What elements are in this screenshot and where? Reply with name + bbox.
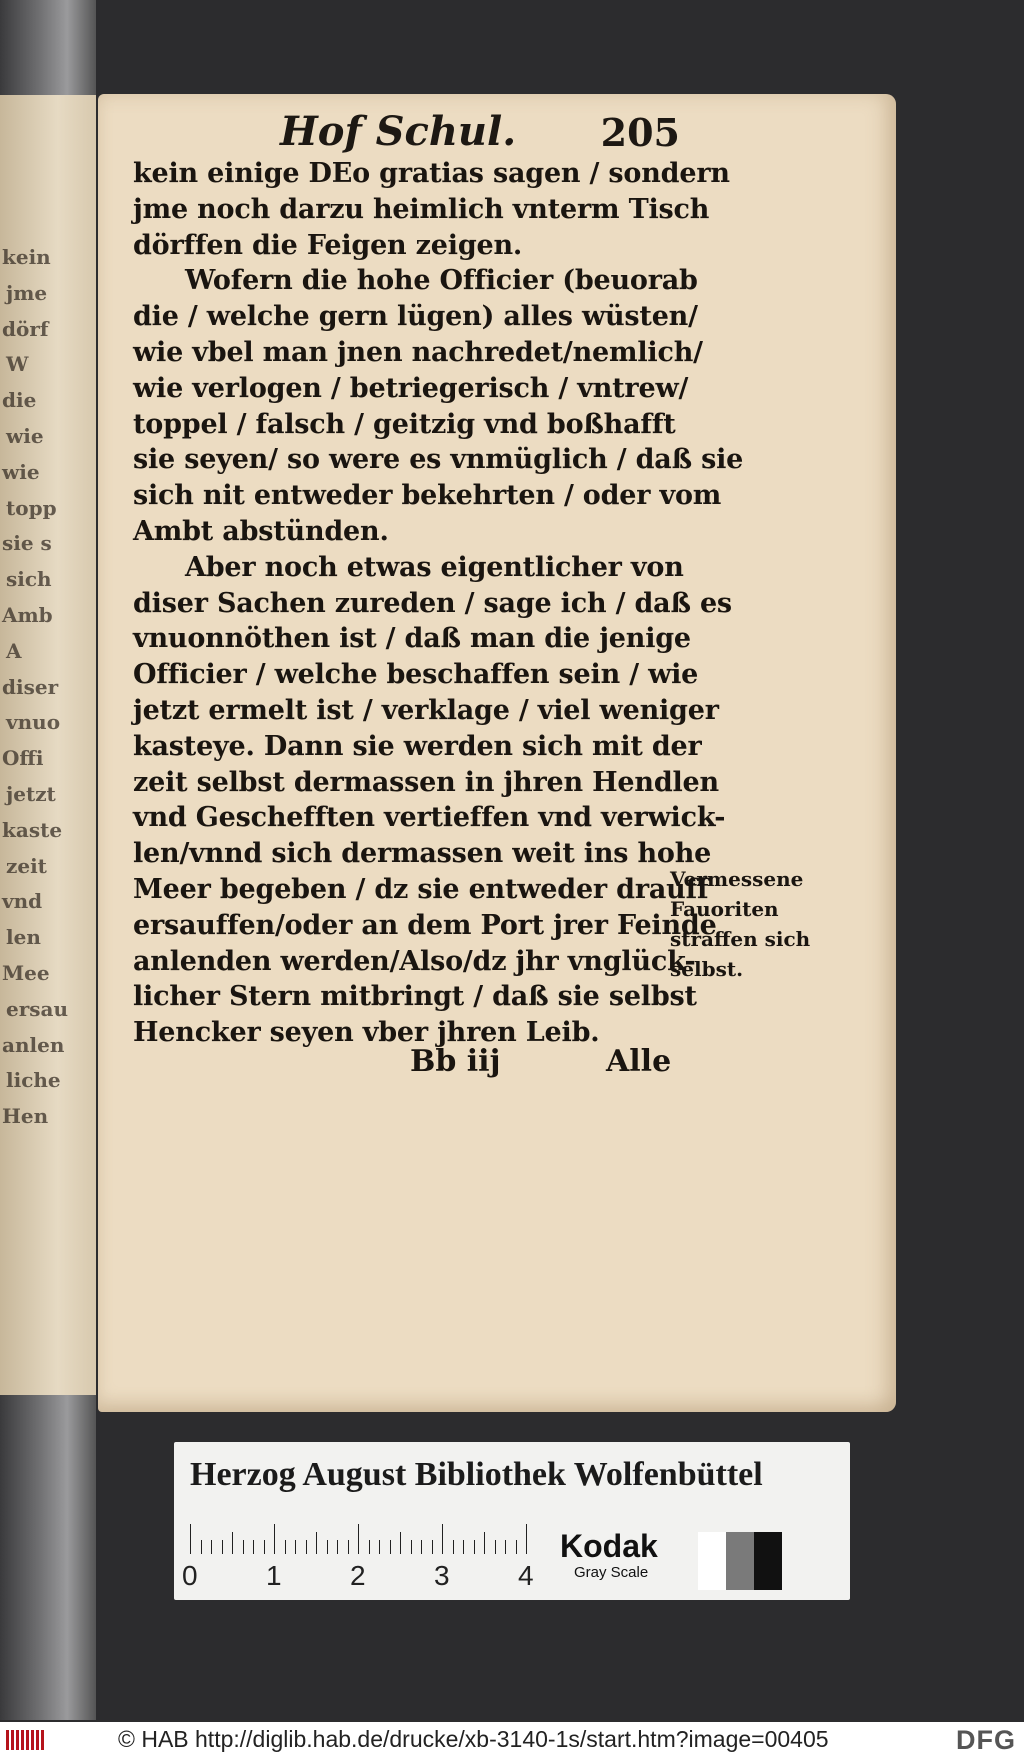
text-line: ersauffen/oder an dem Port jrer Feinde	[133, 909, 717, 941]
page-number: 205	[600, 110, 680, 155]
text-line: Ambt abstünden.	[133, 515, 389, 547]
ruler-tick	[526, 1524, 527, 1554]
text-line: wie verlogen / betriegerisch / vntrew/	[133, 372, 689, 404]
ruler-tick	[327, 1540, 328, 1554]
page-header	[150, 108, 680, 154]
text-line: vnd Geschefften vertieffen vnd verwick-	[133, 802, 726, 834]
ruler-tick	[390, 1540, 391, 1554]
facing-page-fragment: wie	[6, 424, 44, 448]
ruler-tick	[211, 1540, 212, 1554]
facing-page	[0, 95, 96, 1395]
ruler	[190, 1524, 540, 1554]
signature-line	[0, 1044, 672, 1084]
ruler-tick	[295, 1540, 296, 1554]
facing-page-fragment: topp	[6, 495, 57, 520]
facing-page-fragment: liche	[6, 1068, 61, 1093]
gray-swatch	[726, 1532, 754, 1590]
ruler-tick	[516, 1540, 517, 1554]
facing-page-fragment: die	[2, 388, 37, 413]
ruler-tick	[432, 1540, 433, 1554]
text-line: jme noch darzu heimlich vnterm Tisch	[133, 193, 710, 225]
running-title: Hof Schul.	[280, 108, 517, 155]
ruler-tick	[348, 1540, 349, 1554]
ruler-tick	[264, 1540, 265, 1554]
ruler-tick	[222, 1540, 223, 1554]
text-line: anlenden werden/Also/dz jhr vnglück-	[133, 945, 696, 977]
text-line: jetzt ermelt ist / verklage / viel weniger	[133, 694, 719, 726]
ruler-tick	[484, 1532, 485, 1554]
facing-page-fragment: Hen	[2, 1104, 49, 1129]
ruler-tick	[369, 1540, 370, 1554]
text-line: licher Stern mitbringt / daß sie selbst	[133, 981, 697, 1013]
color-target-card	[174, 1442, 850, 1600]
ruler-tick	[421, 1540, 422, 1554]
margin-note-line: straffen sich	[670, 927, 811, 951]
text-line: Officier / welche beschaffen sein / wie	[133, 659, 699, 691]
ruler-tick	[358, 1524, 359, 1554]
ruler-number: 2	[350, 1560, 366, 1591]
text-line: len/vnnd sich dermassen weit ins hohe	[133, 838, 712, 870]
ruler-tick	[453, 1540, 454, 1554]
kodak-logo: Kodak	[560, 1528, 658, 1564]
gray-swatch	[754, 1532, 782, 1590]
facing-page-fragment: W	[6, 352, 29, 377]
text-line: die / welche gern lügen) alles wüsten/	[133, 301, 698, 333]
ruler-tick	[243, 1540, 244, 1554]
ruler-tick	[337, 1540, 338, 1554]
facing-page-fragment: vnd	[2, 889, 43, 914]
text-line: kasteye. Dann sie werden sich mit der	[133, 730, 702, 762]
ruler-tick	[442, 1524, 443, 1554]
hab-logo-icon	[4, 1726, 48, 1754]
dfg-logo: DFG	[956, 1725, 1016, 1755]
ruler-tick	[463, 1540, 464, 1554]
catchword: Alle	[606, 1044, 672, 1079]
ruler-tick	[306, 1540, 307, 1554]
ruler-number: 0	[182, 1560, 198, 1591]
signature-mark: Bb iij	[410, 1044, 501, 1079]
text-line: wie vbel man jnen nachredet/nemlich/	[133, 336, 703, 368]
text-line: vnuonnöthen ist / daß man die jenige	[133, 623, 691, 655]
ruler-tick	[190, 1524, 191, 1554]
text-line: Hencker seyen vber jhren Leib.	[133, 1017, 600, 1049]
facing-page-fragment: kein	[2, 245, 51, 269]
facing-page-fragment: sich	[6, 567, 52, 592]
facing-page-fragment: sie s	[2, 531, 52, 556]
text-line: diser Sachen zureden / sage ich / daß es	[133, 587, 732, 619]
ruler-tick	[505, 1540, 506, 1554]
facing-page-fragment: diser	[2, 674, 59, 699]
facing-page-fragment: vnuo	[6, 710, 61, 735]
margin-note-line: selbst.	[670, 957, 744, 981]
facing-page-fragment: dörf	[2, 316, 49, 341]
ruler-tick	[411, 1540, 412, 1554]
copyright-url[interactable]: © HAB http://diglib.hab.de/drucke/xb-3140-1s/start.htm?image=00405	[118, 1726, 829, 1752]
facing-page-fragment: zeit	[6, 853, 47, 878]
margin-note-line: Fauoriten	[670, 897, 779, 921]
ruler-tick	[253, 1540, 254, 1554]
facing-page-fragment: Offi	[2, 746, 44, 771]
ruler-tick	[274, 1524, 275, 1554]
text-line: kein einige DEo gratias sagen / sondern	[133, 158, 730, 189]
ruler-tick	[285, 1540, 286, 1554]
footer-bar	[0, 1722, 1024, 1758]
library-name: Herzog August Bibliothek Wolfenbüttel	[190, 1456, 763, 1493]
ruler-number: 3	[434, 1560, 450, 1591]
margin-note-line: Vermessene	[670, 867, 804, 891]
facing-page-fragment: ersau	[6, 996, 69, 1021]
facing-page-fragment: kaste	[2, 817, 63, 842]
text-line: dörffen die Feigen zeigen.	[133, 229, 523, 261]
ruler-tick	[316, 1532, 317, 1554]
facing-page-fragment: anlen	[2, 1032, 65, 1057]
ruler-tick	[232, 1532, 233, 1554]
facing-page-fragment: jme	[6, 280, 48, 305]
text-line: Aber noch etwas eigentlicher von	[185, 551, 684, 583]
text-line: zeit selbst dermassen in jhren Hendlen	[133, 766, 719, 798]
margin-note	[670, 864, 820, 984]
ruler-tick	[474, 1540, 475, 1554]
facing-page-fragment: wie	[2, 459, 40, 484]
text-line: toppel / falsch / geitzig vnd boßhafft	[133, 408, 676, 440]
ruler-tick	[201, 1540, 202, 1554]
text-line: sich nit entweder bekehrten / oder vom	[133, 480, 722, 512]
ruler-tick	[400, 1532, 401, 1554]
text-line: Wofern die hohe Officier (beuorab	[185, 265, 698, 297]
ruler-tick	[379, 1540, 380, 1554]
facing-page-fragment: Mee	[2, 961, 50, 985]
facing-page-fragment: len	[6, 925, 41, 950]
ruler-tick	[495, 1540, 496, 1554]
ruler-number: 1	[266, 1560, 282, 1591]
text-line: sie seyen/ so were es vnmüglich / daß sie	[133, 444, 744, 476]
gray-scale-label: Gray Scale	[574, 1564, 649, 1581]
text-line: Meer begeben / dz sie entweder drauff	[133, 873, 709, 905]
facing-page-fragment: jetzt	[6, 782, 56, 806]
facing-page-fragment: Amb	[2, 603, 53, 627]
ruler-number: 4	[518, 1560, 534, 1591]
gray-swatch	[698, 1532, 726, 1590]
facing-page-fragment: A	[6, 638, 22, 663]
